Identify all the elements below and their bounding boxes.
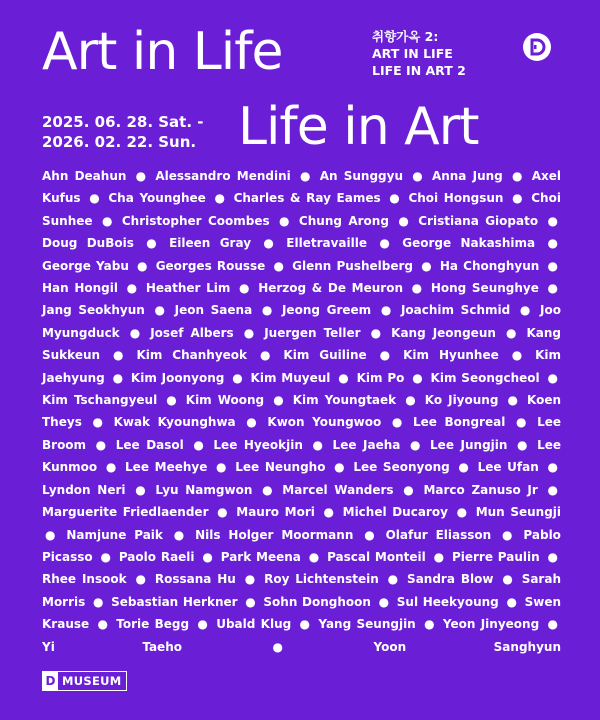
bullet-separator-icon: ●	[458, 460, 469, 475]
artist-name: Kang Sukkeun	[42, 325, 561, 363]
artist-name: Ubald Klug	[216, 617, 292, 632]
artist-name: Kang Jeongeun	[391, 325, 496, 340]
artist-name: Lee Jaeha	[332, 437, 401, 452]
footer-museum-text: MUSEUM	[62, 674, 122, 688]
bullet-separator-icon: ●	[193, 437, 204, 452]
bullet-separator-icon: ●	[299, 169, 311, 183]
artist-name: Lee Hyeokjin	[213, 437, 303, 452]
artist-name: Lyndon Neri	[42, 482, 126, 497]
bullet-separator-icon: ●	[380, 303, 392, 318]
artist-name: Chung Arong	[298, 213, 389, 228]
artist-name: Paolo Raeli	[118, 549, 195, 564]
bullet-separator-icon: ●	[135, 169, 147, 183]
artist-name: Herzog & De Meuron	[258, 281, 403, 296]
bullet-separator-icon: ●	[202, 549, 213, 564]
bullet-separator-icon: ●	[173, 527, 185, 542]
bullet-separator-icon: ●	[146, 236, 157, 251]
bullet-separator-icon: ●	[129, 325, 141, 340]
bullet-separator-icon: ●	[312, 437, 323, 452]
artist-list	[42, 165, 561, 658]
d-logo-mark	[526, 36, 548, 58]
artist-name: Ko Jiyoung	[424, 393, 499, 408]
subtitle-line3: LIFE IN ART 2	[372, 63, 466, 78]
bullet-separator-icon: ●	[273, 393, 284, 408]
bullet-separator-icon: ●	[299, 617, 311, 632]
artist-name: Yi Taeho	[42, 639, 182, 654]
bullet-separator-icon: ●	[378, 594, 390, 609]
artist-name: Han Hongil	[42, 281, 118, 296]
artist-name: Cristiana Giopato	[418, 213, 539, 228]
bullet-separator-icon: ●	[547, 370, 558, 385]
artist-name: Kim Jaehyung	[42, 348, 562, 385]
bullet-separator-icon: ●	[232, 370, 243, 385]
artist-name: Josef Albers	[150, 325, 234, 340]
artist-name: Olafur Eliasson	[385, 527, 492, 542]
bullet-separator-icon: ●	[547, 281, 559, 296]
bullet-separator-icon: ●	[409, 437, 421, 452]
artist-name: Lyu Namgwon	[155, 482, 253, 497]
artist-name: Swen Krause	[42, 594, 562, 632]
title-life-in-art: Life in Art	[238, 97, 479, 157]
artist-name: Kim Chanhyeok	[136, 348, 248, 363]
artist-name: Kwak Kyounghwa	[113, 415, 236, 430]
bullet-separator-icon: ●	[412, 169, 423, 183]
artist-name: Elletravaille	[286, 236, 367, 251]
artist-name: Jang Seokhyun	[42, 303, 145, 318]
artist-name: Koen Theys	[42, 393, 562, 430]
exhibition-subtitle	[372, 28, 466, 79]
bullet-separator-icon: ●	[92, 594, 104, 609]
artist-name: Rossana Hu	[154, 572, 236, 587]
bullet-separator-icon: ●	[89, 191, 100, 206]
artist-name: Lee Kunmoo	[42, 437, 562, 475]
artist-name: Kim Tschangyeul	[42, 393, 158, 408]
bullet-separator-icon: ●	[391, 415, 403, 430]
artist-name: Juergen Teller	[264, 325, 361, 340]
footer-d-mark: D	[43, 672, 58, 690]
artist-name: Sebastian Herkner	[111, 594, 238, 609]
artist-name: Lee Dasol	[115, 437, 184, 452]
artist-name: George Nakashima	[402, 236, 536, 251]
artist-name: Alessandro Mendini	[155, 169, 291, 183]
title-art-in-life: Art in Life	[42, 22, 283, 82]
artist-name: Lee Jungjin	[430, 437, 508, 452]
bullet-separator-icon: ●	[338, 370, 349, 385]
bullet-separator-icon: ●	[323, 505, 334, 520]
bullet-separator-icon: ●	[154, 303, 165, 318]
artist-name: Namjune Paik	[66, 527, 163, 542]
bullet-separator-icon: ●	[279, 213, 290, 228]
bullet-separator-icon: ●	[244, 572, 256, 587]
artist-name: Marguerite Friedlaender	[42, 505, 209, 520]
bullet-separator-icon: ●	[214, 191, 225, 206]
bullet-separator-icon: ●	[547, 549, 559, 564]
bullet-separator-icon: ●	[261, 303, 273, 318]
bullet-separator-icon: ●	[421, 258, 432, 273]
artist-name: Park Meena	[220, 549, 301, 564]
bullet-separator-icon: ●	[126, 281, 138, 296]
date-start: 2025. 06. 28. Sat. -	[42, 113, 204, 131]
bullet-separator-icon: ●	[105, 460, 117, 475]
bullet-separator-icon: ●	[216, 460, 227, 475]
bullet-separator-icon: ●	[547, 617, 558, 632]
bullet-separator-icon: ●	[512, 191, 523, 206]
artist-name: Mun Seungji	[475, 505, 562, 520]
artist-name: Cha Younghee	[108, 191, 206, 206]
bullet-separator-icon: ●	[506, 594, 517, 609]
bullet-separator-icon: ●	[245, 594, 256, 609]
bullet-separator-icon: ●	[547, 258, 558, 273]
bullet-separator-icon: ●	[519, 303, 531, 318]
bullet-separator-icon: ●	[387, 572, 399, 587]
bullet-separator-icon: ●	[239, 281, 250, 296]
bullet-separator-icon: ●	[259, 348, 271, 363]
bullet-separator-icon: ●	[166, 393, 177, 408]
date-end: 2026. 02. 22. Sun.	[42, 133, 197, 151]
artist-name: Doug DuBois	[42, 236, 134, 251]
bullet-separator-icon: ●	[511, 169, 523, 183]
artist-name: Choi Hongsun	[408, 191, 504, 206]
artist-name: Kim Woong	[185, 393, 265, 408]
artist-name: Choi Sunhee	[42, 191, 561, 228]
artist-name: Lee Neungho	[235, 460, 326, 475]
artist-name: Sohn Donghoon	[263, 594, 371, 609]
artist-name: Eileen Gray	[169, 236, 252, 251]
bullet-separator-icon: ●	[100, 549, 111, 564]
bullet-separator-icon: ●	[135, 572, 146, 587]
exhibition-dates	[42, 112, 204, 152]
artist-name: Sarah Morris	[42, 572, 561, 609]
bullet-separator-icon: ●	[547, 213, 558, 228]
bullet-separator-icon: ●	[403, 482, 414, 497]
artist-name: Kim Seongcheol	[430, 370, 540, 385]
bullet-separator-icon: ●	[308, 549, 320, 564]
bullet-separator-icon: ●	[243, 325, 255, 340]
artist-name: Nils Holger Moormann	[195, 527, 354, 542]
subtitle-line2: ART IN LIFE	[372, 46, 453, 61]
bullet-separator-icon: ●	[507, 393, 518, 408]
bullet-separator-icon: ●	[364, 527, 375, 542]
artist-name: Kim Po	[356, 370, 405, 385]
bullet-separator-icon: ●	[517, 437, 528, 452]
artist-name: Christopher Coombes	[121, 213, 270, 228]
subtitle-korean: 취향가옥 2:	[372, 29, 439, 44]
artist-name: Rhee Insook	[42, 572, 127, 587]
artist-name: Heather Lim	[145, 281, 231, 296]
artist-name: An Sunggyu	[319, 169, 404, 183]
bullet-separator-icon: ●	[433, 549, 445, 564]
artist-name: Joo Myungduck	[42, 303, 561, 340]
bullet-separator-icon: ●	[45, 527, 56, 542]
artist-name: Yoon Sanghyun	[373, 639, 561, 654]
artist-name: Kim Youngtaek	[292, 393, 397, 408]
artist-name: Marco Zanuso Jr	[423, 482, 538, 497]
bullet-separator-icon: ●	[370, 325, 382, 340]
artist-name: Hong Seunghye	[430, 281, 539, 296]
bullet-separator-icon: ●	[101, 213, 113, 228]
bullet-separator-icon: ●	[456, 505, 468, 520]
bullet-separator-icon: ●	[273, 258, 284, 273]
artist-name: Pierre Paulin	[451, 549, 540, 564]
artist-name: Charles & Ray Eames	[233, 191, 381, 206]
bullet-separator-icon: ●	[424, 617, 435, 632]
d-museum-footer-logo	[42, 671, 127, 691]
artist-name: George Yabu	[42, 258, 129, 273]
artist-name: Georges Rousse	[155, 258, 266, 273]
artist-name: Pablo Picasso	[42, 527, 561, 564]
artist-name: Lee Seonyong	[353, 460, 450, 475]
bullet-separator-icon: ●	[389, 191, 400, 206]
artist-name: Kwon Youngwoo	[267, 415, 382, 430]
artist-name: Joachim Schmid	[400, 303, 511, 318]
bullet-separator-icon: ●	[137, 258, 148, 273]
artist-name: Sul Heekyoung	[396, 594, 499, 609]
bullet-separator-icon: ●	[511, 348, 523, 363]
bullet-separator-icon: ●	[262, 482, 273, 497]
bullet-separator-icon: ●	[272, 639, 283, 654]
artist-name: Axel Kufus	[42, 169, 561, 206]
artist-name: Glenn Pushelberg	[292, 258, 414, 273]
bullet-separator-icon: ●	[379, 348, 391, 363]
bullet-separator-icon: ●	[135, 482, 146, 497]
bullet-separator-icon: ●	[246, 415, 257, 430]
artist-name: Mauro Mori	[236, 505, 315, 520]
artist-name: Kim Hyunhee	[403, 348, 499, 363]
bullet-separator-icon: ●	[92, 415, 103, 430]
bullet-separator-icon: ●	[263, 236, 274, 251]
artist-name: Pascal Monteil	[327, 549, 426, 564]
bullet-separator-icon: ●	[197, 617, 208, 632]
bullet-separator-icon: ●	[547, 482, 558, 497]
artist-name: Torie Begg	[116, 617, 190, 632]
artist-name: Kim Muyeul	[250, 370, 331, 385]
bullet-separator-icon: ●	[97, 617, 108, 632]
d-museum-logo-icon	[523, 33, 551, 61]
artist-name: Sandra Blow	[407, 572, 494, 587]
bullet-separator-icon: ●	[217, 505, 228, 520]
artist-name: Lee Broom	[42, 415, 562, 452]
bullet-separator-icon: ●	[113, 348, 124, 363]
artist-name: Kim Joonyong	[130, 370, 225, 385]
artist-name: Lee Bongreal	[413, 415, 506, 430]
bullet-separator-icon: ●	[502, 572, 513, 587]
bullet-separator-icon: ●	[515, 415, 527, 430]
bullet-separator-icon: ●	[411, 281, 423, 296]
artist-name: Roy Lichtenstein	[264, 572, 379, 587]
artist-name: Yang Seungjin	[318, 617, 416, 632]
bullet-separator-icon: ●	[547, 460, 558, 475]
artist-name: Jeong Greem	[281, 303, 372, 318]
bullet-separator-icon: ●	[547, 236, 558, 251]
bullet-separator-icon: ●	[412, 370, 423, 385]
artist-name: Anna Jung	[431, 169, 503, 183]
artist-name: Jeon Saena	[174, 303, 253, 318]
bullet-separator-icon: ●	[405, 393, 416, 408]
artist-name: Kim Guiline	[283, 348, 367, 363]
artist-name: Michel Ducaroy	[342, 505, 448, 520]
artist-name: Lee Ufan	[477, 460, 539, 475]
artist-name: Ha Chonghyun	[439, 258, 540, 273]
artist-name: Lee Meehye	[125, 460, 208, 475]
artist-name: Yeon Jinyeong	[442, 617, 540, 632]
bullet-separator-icon: ●	[379, 236, 390, 251]
artist-name: Ahn Deahun	[42, 169, 127, 183]
bullet-separator-icon: ●	[505, 325, 517, 340]
bullet-separator-icon: ●	[112, 370, 124, 385]
bullet-separator-icon: ●	[502, 527, 513, 542]
artist-name: Marcel Wanders	[282, 482, 394, 497]
bullet-separator-icon: ●	[334, 460, 345, 475]
bullet-separator-icon: ●	[95, 437, 107, 452]
bullet-separator-icon: ●	[398, 213, 409, 228]
